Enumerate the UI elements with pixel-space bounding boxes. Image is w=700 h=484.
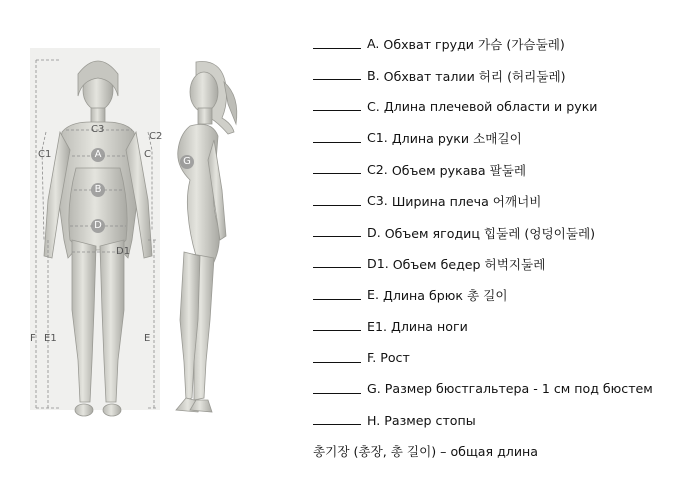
answer-blank [313,266,361,268]
item-text: Обхват талии 허리 (허리둘레) [383,68,566,84]
label-C2: C2 [149,131,163,142]
side-figure [176,62,237,413]
label-G: G [180,155,194,169]
item-text: Размер бюстгальтера - 1 см под бюстем [384,381,653,397]
list-item [313,248,693,279]
list-item [313,342,693,373]
item-text: Размер стопы [384,412,476,428]
answer-blank [313,298,361,300]
total-length-note: 총기장 (총장, 총 길이) – общая длина [313,444,538,459]
label-C: C [144,149,151,160]
item-code: F. [367,350,377,366]
label-C1: C1 [38,149,52,160]
answer-blank [313,329,361,331]
list-item [313,311,693,342]
label-E1: E1 [44,333,57,344]
item-text: Ширина плеча 어깨너비 [391,194,542,210]
item-code: E1. [367,318,387,334]
item-text: Рост [380,350,410,366]
list-item [313,154,693,185]
list-item [313,28,693,59]
label-D1: D1 [116,246,131,257]
item-code: C2. [367,161,388,177]
item-code: D1. [367,255,389,271]
item-code: C. [367,98,380,114]
measurement-list [313,28,693,436]
list-item [313,91,693,122]
label-F: F [30,333,36,344]
label-C3: C3 [91,124,105,135]
answer-blank [313,78,361,80]
body-measurement-figure [0,0,300,484]
mannequin-illustration [0,0,300,484]
answer-blank [313,141,361,143]
item-code: G. [367,381,381,397]
label-E: E [144,333,151,344]
list-item [313,216,693,247]
label-B: B [91,183,105,197]
answer-blank [313,392,361,394]
item-code: H. [367,412,381,428]
list-item [313,122,693,153]
item-code: A. [367,36,380,52]
answer-blank [313,235,361,237]
label-D: D [91,219,105,233]
answer-blank [313,109,361,111]
answer-blank [313,172,361,174]
item-code: C3. [367,193,388,209]
list-item [313,405,693,436]
item-code: B. [367,67,380,83]
answer-blank [313,423,361,425]
answer-blank [313,47,361,49]
item-text: Объем ягодиц 힙둘레 (엉덩이둘레) [384,225,596,241]
list-item [313,373,693,404]
item-text: Длина ноги [391,318,468,334]
item-code: C1. [367,130,388,146]
item-text: Обхват груди 가슴 (가슴둘레) [383,37,565,53]
list-item [313,185,693,216]
item-text: Объем рукава 팔둘레 [391,162,527,178]
item-code: D. [367,224,381,240]
item-text: Длина брюк 총 길이 [382,288,508,304]
list-item [313,59,693,90]
label-A: A [91,148,105,162]
item-text: Объем бедер 허벅지둘레 [392,256,546,272]
answer-blank [313,361,361,363]
list-item [313,279,693,310]
item-code: E. [367,287,379,303]
answer-blank [313,204,361,206]
item-text: Длина плечевой области и руки [383,98,598,114]
item-text: Длина руки 소매길이 [391,131,522,147]
